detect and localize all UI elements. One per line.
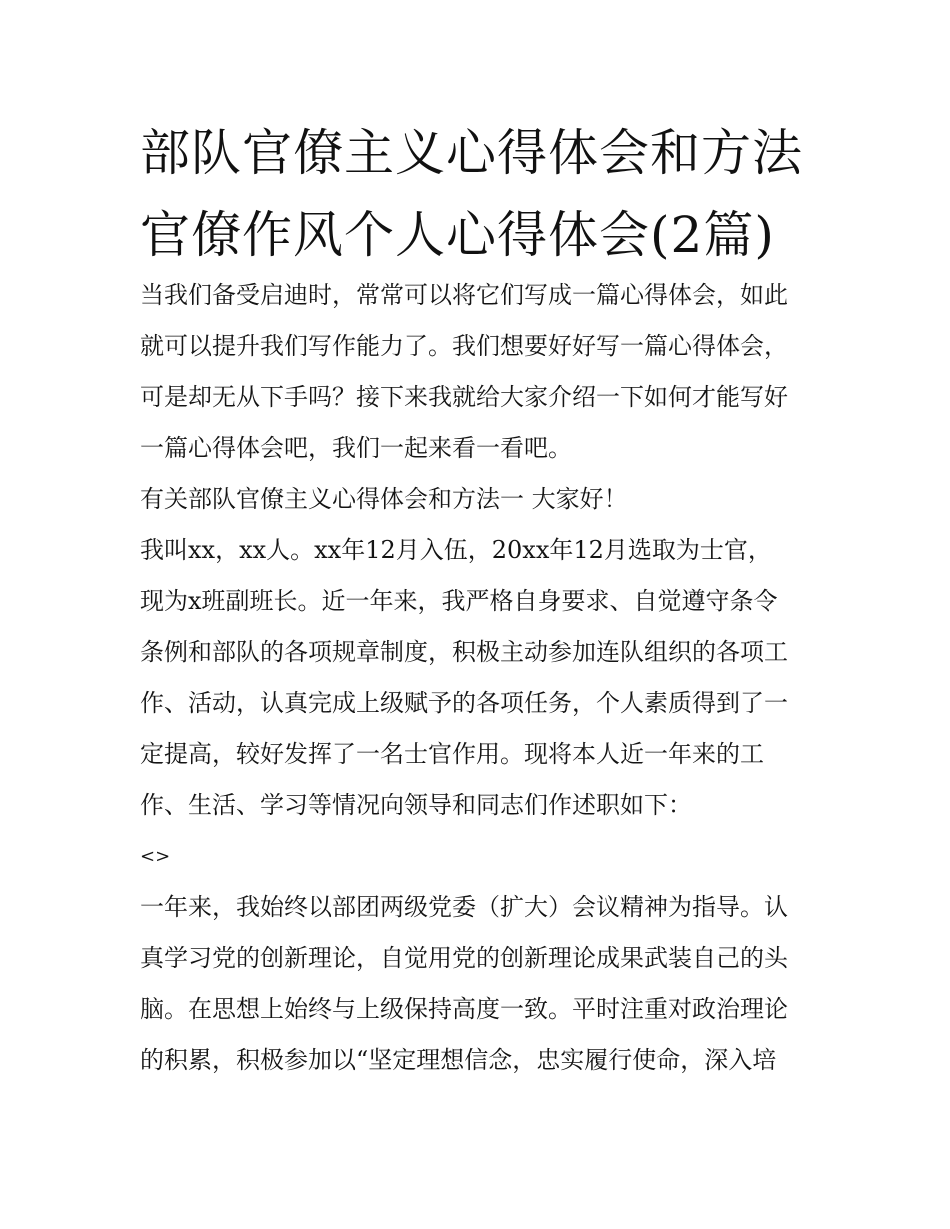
section-heading-line: 有关部队官僚主义心得体会和方法一 大家好！ — [140, 485, 628, 513]
paragraph-line: 可是却无从下手吗？接下来我就给大家介绍一下如何才能写好 — [140, 383, 788, 411]
paragraph-line: 现为x班副班长。近一年来，我严格自身要求、自觉遵守条令 — [140, 587, 778, 615]
title-line: 部队官僚主义心得体会和方法 — [140, 124, 803, 182]
placeholder-marker: <> — [140, 846, 171, 867]
paragraph-line: 作、生活、学习等情况向领导和同志们作述职如下： — [140, 791, 692, 819]
paragraph-line: 当我们备受启迪时，常常可以将它们写成一篇心得体会，如此 — [140, 281, 788, 309]
paragraph-line: 的积累，积极参加以“坚定理想信念，忠实履行使命，深入培 — [140, 1046, 777, 1074]
document-body — [140, 270, 820, 1086]
paragraph-line: 作、活动，认真完成上级赋予的各项任务，个人素质得到了一 — [140, 689, 788, 717]
title-line: 官僚作风个人心得体会(2篇) — [140, 206, 775, 264]
paragraph-line: 脑。在思想上始终与上级保持高度一致。平时注重对政治理论 — [140, 995, 788, 1023]
paragraph-line: 条例和部队的各项规章制度，积极主动参加连队组织的各项工 — [140, 638, 788, 666]
document-title — [140, 112, 820, 276]
paragraph-line: 我叫xx，xx人。xx年12月入伍，20xx年12月选取为士官， — [140, 536, 772, 564]
paragraph-line: 一篇心得体会吧，我们一起来看一看吧。 — [140, 434, 572, 462]
paragraph-line: 一年来，我始终以部团两级党委（扩大）会议精神为指导。认 — [140, 893, 788, 921]
paragraph-line: 定提高，较好发挥了一名士官作用。现将本人近一年来的工 — [140, 740, 764, 768]
paragraph-line: 就可以提升我们写作能力了。我们想要好好写一篇心得体会， — [140, 332, 788, 360]
paragraph-line: 真学习党的创新理论，自觉用党的创新理论成果武装自己的头 — [140, 944, 788, 972]
